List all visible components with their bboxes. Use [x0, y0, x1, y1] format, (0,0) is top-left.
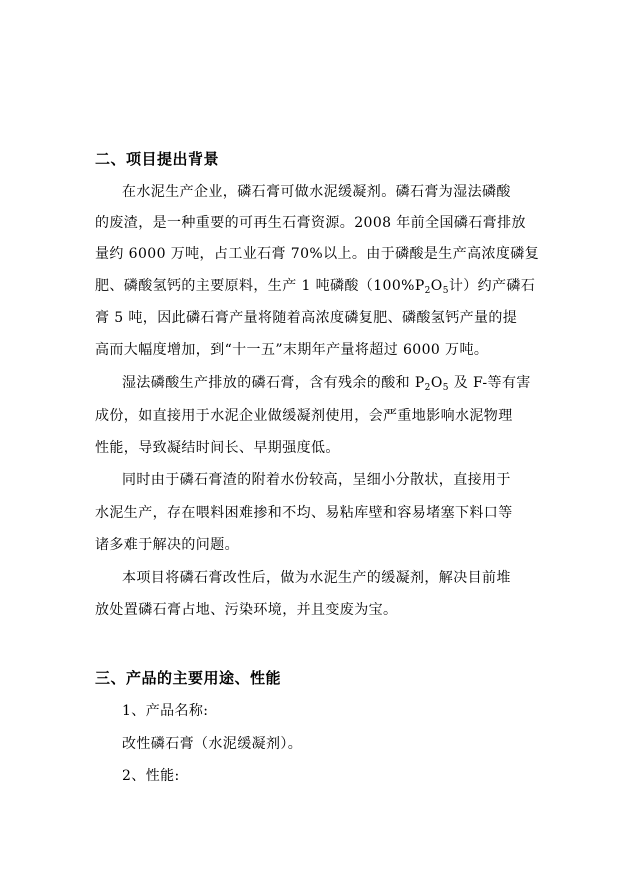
paragraph-1-line-3: 量约 6000 万吨，占工业石膏 70%以上。由于磷酸是生产高浓度磷复 — [95, 246, 540, 262]
paragraph-4-line-1: 本项目将磷石膏改性后，做为水泥生产的缓凝剂，解决目前堆 — [122, 570, 511, 586]
p2-l1-text-c: 及 F-等有害 — [448, 375, 531, 391]
paragraph-1-line-4 — [95, 275, 535, 295]
section-heading-background: 二、项目提出背景 — [95, 150, 220, 168]
p1-l4-sub-1: 2 — [424, 286, 431, 296]
p2-l1-sub-1: 2 — [424, 383, 431, 393]
paragraph-1-line-1: 在水泥生产企业，磷石膏可做水泥缓凝剂。磷石膏为湿法磷酸 — [122, 184, 511, 200]
paragraph-1-line-5: 膏 5 吨，因此磷石膏产量将随着高浓度磷复肥、磷酸氢钙产量的提 — [95, 310, 518, 326]
paragraph-2-line-1 — [122, 372, 531, 392]
paragraph-3-line-1: 同时由于磷石膏渣的附着水份较高，呈细小分散状，直接用于 — [122, 472, 511, 488]
p1-l4-text-a: 肥、磷酸氢钙的主要原料，生产 1 吨磷酸（100%P — [95, 278, 425, 294]
paragraph-2-line-3: 性能，导致凝结时间长、早期强度低。 — [95, 440, 340, 456]
p1-l4-text-b: O — [430, 278, 443, 294]
paragraph-2-line-2: 成份，如直接用于水泥企业做缓凝剂使用，会严重地影响水泥物理 — [95, 408, 513, 424]
paragraph-3-line-2: 水泥生产，存在喂料困难掺和不均、易粘库壁和容易堵塞下料口等 — [95, 505, 513, 521]
p2-l1-sub-2: 5 — [442, 383, 449, 393]
paragraph-1-line-6: 高而大幅度增加，到“十一五”末期年产量将超过 6000 万吨。 — [95, 342, 489, 358]
p2-l1-text-b: O — [430, 375, 443, 391]
product-name-value: 改性磷石膏（水泥缓凝剂）。 — [122, 736, 303, 752]
p1-l4-text-c: 计）约产磷石 — [448, 278, 536, 294]
performance-label: 2、性能: — [122, 768, 180, 784]
paragraph-1-line-2: 的废渣，是一种重要的可再生石膏资源。2008 年前全国磷石膏排放 — [95, 215, 526, 231]
paragraph-4-line-2: 放处置磷石膏占地、污染环境，并且变废为宝。 — [95, 602, 398, 618]
product-name-label: 1、产品名称: — [122, 703, 209, 719]
section-heading-uses-performance: 三、产品的主要用途、性能 — [95, 669, 282, 687]
paragraph-3-line-3: 诸多难于解决的问题。 — [95, 537, 239, 553]
p2-l1-text-a: 湿法磷酸生产排放的磷石膏，含有残余的酸和 P — [122, 375, 425, 391]
p1-l4-sub-2: 5 — [442, 286, 449, 296]
